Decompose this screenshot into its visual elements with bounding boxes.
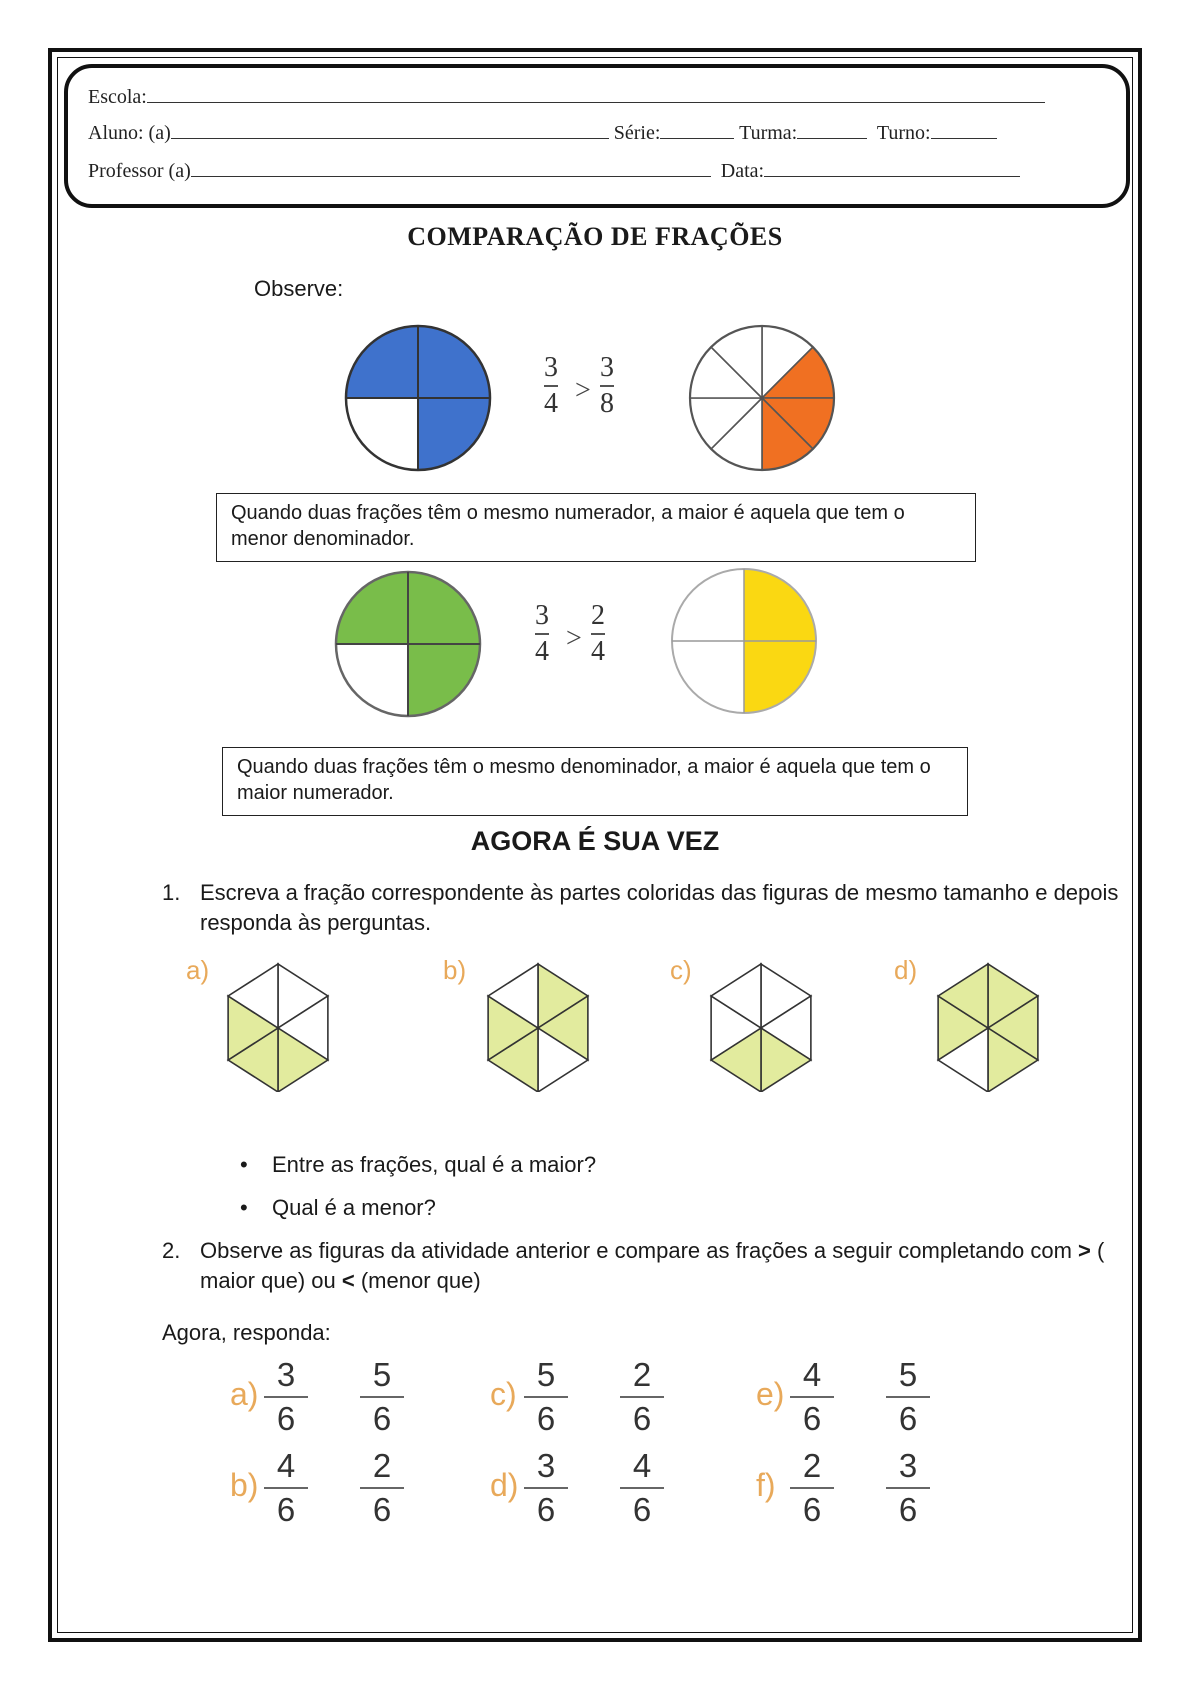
student-label: Aluno: (a) bbox=[88, 122, 171, 144]
comparison-sign-2: > bbox=[566, 623, 582, 654]
greater-than-sign: > bbox=[1078, 1238, 1091, 1263]
fraction-right-1: 3 8 bbox=[600, 352, 614, 419]
teacher-row bbox=[88, 158, 1020, 183]
student-row bbox=[88, 120, 997, 145]
date-field[interactable] bbox=[764, 158, 1020, 177]
comparison-sign-1: > bbox=[575, 375, 591, 406]
teacher-field[interactable] bbox=[191, 158, 711, 177]
header-form bbox=[64, 64, 1130, 208]
class-label: Turma: bbox=[739, 122, 798, 144]
answer-slot[interactable] bbox=[576, 1469, 612, 1505]
answer-slot[interactable] bbox=[316, 1469, 352, 1505]
answer-label: Agora, responda: bbox=[162, 1320, 331, 1345]
exercise-label: b) bbox=[230, 1467, 259, 1503]
observe-label: Observe: bbox=[254, 276, 344, 301]
hexagon-label: b) bbox=[443, 955, 467, 985]
answer-slot[interactable] bbox=[316, 1378, 352, 1414]
question-text: Escreva a fração correspondente às partes coloridas das figuras de mesmo tamanho e depois responda às perguntas. bbox=[200, 880, 1119, 935]
exercise-label: a) bbox=[230, 1376, 259, 1412]
exercise-label: d) bbox=[490, 1467, 519, 1503]
section-subtitle: AGORA É SUA VEZ bbox=[470, 826, 720, 856]
teacher-label: Professor (a) bbox=[88, 160, 191, 182]
grade-field[interactable] bbox=[660, 120, 734, 139]
exercise-fraction: 3 6 bbox=[264, 1356, 308, 1438]
greater-than-text: ( maior que) ou bbox=[200, 1238, 1105, 1293]
exercise-fraction: 4 6 bbox=[620, 1447, 664, 1529]
rule-box-2: Quando duas frações têm o mesmo denominador, a maior é aquela que tem o maior numerador. bbox=[222, 747, 968, 816]
date-label: Data: bbox=[720, 160, 765, 182]
grade-label: Série: bbox=[613, 122, 661, 144]
exercise-fraction: 4 6 bbox=[790, 1356, 834, 1438]
exercise-fraction: 2 6 bbox=[620, 1356, 664, 1438]
school-field[interactable] bbox=[147, 84, 1045, 103]
exercise-fraction: 5 6 bbox=[886, 1356, 930, 1438]
student-field[interactable] bbox=[171, 120, 609, 139]
exercise-fraction: 3 6 bbox=[524, 1447, 568, 1529]
hexagon-figure bbox=[480, 962, 600, 1097]
question-1 bbox=[162, 878, 1120, 938]
class-field[interactable] bbox=[797, 120, 867, 139]
exercise-label: e) bbox=[756, 1376, 785, 1412]
hexagon-figure bbox=[220, 962, 340, 1097]
question-number: 2. bbox=[162, 1238, 181, 1263]
answer-slot[interactable] bbox=[842, 1469, 878, 1505]
exercise-fraction: 2 6 bbox=[360, 1447, 404, 1529]
shift-label: Turno: bbox=[876, 122, 931, 144]
exercise-label: c) bbox=[490, 1376, 517, 1412]
hexagon-label: c) bbox=[670, 955, 692, 985]
page-title: COMPARAÇÃO DE FRAÇÕES bbox=[407, 222, 783, 251]
exercise-fraction: 3 6 bbox=[886, 1447, 930, 1529]
exercise-fraction: 4 6 bbox=[264, 1447, 308, 1529]
question-2 bbox=[162, 1236, 1120, 1296]
less-than-sign: < bbox=[341, 1268, 355, 1293]
exercise-fraction: 2 6 bbox=[790, 1447, 834, 1529]
shift-field[interactable] bbox=[931, 120, 997, 139]
fraction-left-1: 3 4 bbox=[544, 352, 558, 419]
circle-eighths-orange bbox=[684, 320, 840, 481]
hexagon-label: a) bbox=[186, 955, 210, 985]
question-number: 1. bbox=[162, 880, 181, 905]
circle-halves-yellow bbox=[668, 565, 820, 722]
less-than-text: (menor que) bbox=[360, 1268, 481, 1293]
fraction-left-2: 3 4 bbox=[535, 600, 549, 667]
answer-slot[interactable] bbox=[842, 1378, 878, 1414]
hexagon-figure bbox=[703, 962, 823, 1097]
school-row bbox=[88, 84, 1045, 109]
rule-box-1: Quando duas frações têm o mesmo numerador, a maior é aquela que tem o menor denominador. bbox=[216, 493, 976, 562]
exercise-label: f) bbox=[756, 1467, 776, 1503]
hexagon-figure bbox=[930, 962, 1050, 1097]
circle-quarters-blue bbox=[342, 322, 494, 479]
fraction-right-2: 2 4 bbox=[591, 600, 605, 667]
exercise-fraction: 5 6 bbox=[360, 1356, 404, 1438]
circle-quarters-green bbox=[332, 568, 484, 725]
exercise-fraction: 5 6 bbox=[524, 1356, 568, 1438]
hexagon-label: d) bbox=[894, 955, 918, 985]
question-text: Observe as figuras da atividade anterior e compare as frações a seguir completando com bbox=[200, 1238, 1072, 1263]
school-label: Escola: bbox=[88, 86, 147, 108]
answer-slot[interactable] bbox=[576, 1378, 612, 1414]
